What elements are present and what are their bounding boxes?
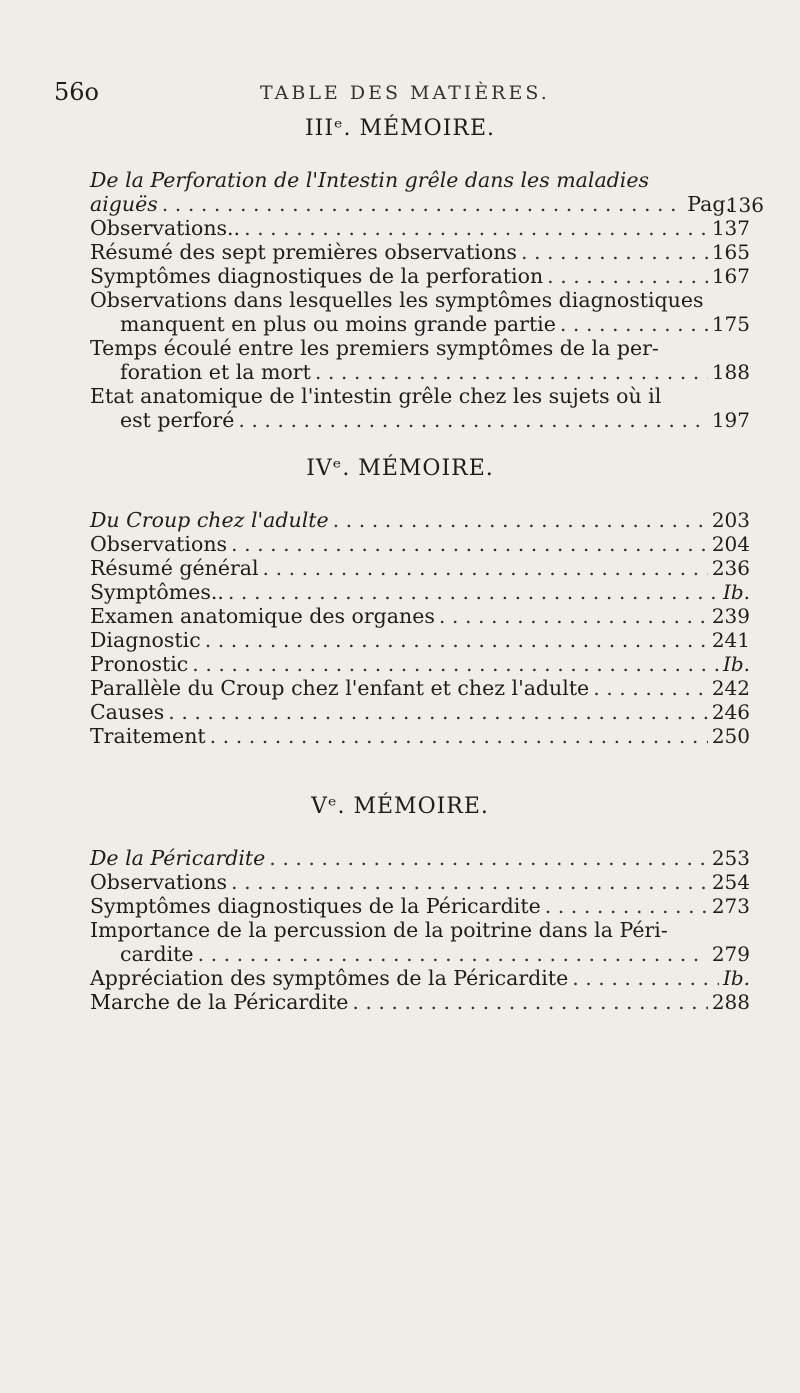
toc-entry	[90, 870, 750, 894]
toc-entry	[90, 604, 750, 628]
leader-dots	[162, 192, 684, 216]
page-ref: 288	[711, 990, 750, 1014]
page-ref: 236	[711, 556, 750, 580]
page-ref: 136	[725, 193, 764, 217]
entry-text: Du Croup chez l'adulte	[90, 508, 329, 532]
entry-text: Traitement	[90, 724, 206, 748]
page-ref: 246	[711, 700, 750, 724]
section-title: IIIᵉ. MÉMOIRE.	[304, 116, 496, 141]
leader-dots	[228, 580, 719, 604]
entry-text: Appréciation des symptômes de la Péricardite	[90, 966, 569, 990]
leader-dots	[192, 652, 719, 676]
toc-entry	[90, 288, 750, 336]
toc-entry	[90, 264, 750, 288]
entry-text: Causes	[90, 700, 165, 724]
leader-dots	[315, 360, 708, 384]
entry-text: Marche de la Péricardite	[90, 990, 349, 1014]
toc-heading-entry	[90, 508, 750, 532]
toc-entry	[90, 240, 750, 264]
toc-entry	[90, 724, 750, 748]
entry-text: Observations dans lesquelles les symptômes diagnostiques	[90, 288, 704, 312]
toc-entry	[90, 676, 750, 700]
entry-text: est perforé	[120, 408, 235, 432]
leader-dots	[269, 846, 708, 870]
leader-dots	[333, 508, 708, 532]
toc-entry	[90, 894, 750, 918]
entry-text: Diagnostic	[90, 628, 201, 652]
entry-text: foration et la mort	[120, 360, 311, 384]
entry-text: Observations..	[90, 216, 241, 240]
page-ref: 204	[711, 532, 750, 556]
page-ref: 241	[711, 628, 750, 652]
leader-dots	[352, 990, 707, 1014]
entry-text: De la Perforation de l'Intestin grêle dans les maladies	[90, 168, 649, 192]
entry-text: Parallèle du Croup chez l'enfant et chez l'adulte	[90, 676, 590, 700]
page-ref: 250	[711, 724, 750, 748]
toc-entry	[90, 336, 750, 384]
entry-text: Etat anatomique de l'intestin grêle chez les sujets où il	[90, 384, 662, 408]
page-header	[0, 78, 800, 108]
entry-text: Observations	[90, 870, 228, 894]
leader-dots	[560, 312, 708, 336]
entry-text: De la Péricardite	[90, 846, 266, 870]
page-ref: 242	[711, 676, 750, 700]
toc-entry	[90, 532, 750, 556]
entry-text: Symptômes diagnostiques de la perforation	[90, 264, 544, 288]
page-ref: 273	[711, 894, 750, 918]
page-ref: 175	[711, 312, 750, 336]
toc-entry	[90, 580, 750, 604]
leader-dots	[205, 628, 708, 652]
leader-dots	[593, 676, 708, 700]
entry-text: Observations	[90, 532, 228, 556]
leader-dots	[263, 556, 708, 580]
leader-dots	[521, 240, 708, 264]
page-ref: 188	[711, 360, 750, 384]
leader-dots	[231, 870, 708, 894]
leader-dots	[244, 216, 708, 240]
page-ref: Ib.	[722, 966, 750, 990]
section-title: Vᵉ. MÉMOIRE.	[311, 794, 489, 819]
toc-entry	[90, 556, 750, 580]
toc-entry	[90, 652, 750, 676]
page-ref: 137	[711, 216, 750, 240]
leader-dots	[210, 724, 708, 748]
toc-entry	[90, 918, 750, 966]
toc-entry	[90, 216, 750, 240]
page-ref: Ib.	[722, 580, 750, 604]
toc-heading-entry	[90, 846, 750, 870]
section-title: IVᵉ. MÉMOIRE.	[306, 456, 494, 481]
page-ref: 239	[711, 604, 750, 628]
entry-text: aiguës	[90, 192, 158, 216]
page-ref: Ib.	[722, 652, 750, 676]
page-ref: 279	[711, 942, 750, 966]
entry-text: manquent en plus ou moins grande partie	[120, 312, 556, 336]
page-ref: 167	[711, 264, 750, 288]
running-title: TABLE DES MATIÈRES.	[260, 82, 550, 104]
toc-entry	[90, 628, 750, 652]
entry-text: Symptômes..	[90, 580, 224, 604]
leader-dots	[198, 942, 708, 966]
page-ref: 254	[711, 870, 750, 894]
entry-text: cardite	[120, 942, 194, 966]
entry-text: Pronostic	[90, 652, 189, 676]
leader-dots	[238, 408, 707, 432]
toc-entry	[90, 384, 750, 432]
leader-dots	[439, 604, 708, 628]
page-ref: 165	[711, 240, 750, 264]
toc-entry	[90, 966, 750, 990]
page-ref: 203	[711, 508, 750, 532]
leader-dots	[231, 532, 708, 556]
entry-text: Résumé général	[90, 556, 259, 580]
entry-text: Examen anatomique des organes	[90, 604, 435, 628]
entry-text: Importance de la percussion de la poitrine dans la Péri-	[90, 918, 668, 942]
toc-heading-entry	[90, 168, 750, 216]
entry-text: Résumé des sept premières observations	[90, 240, 517, 264]
leader-dots	[572, 966, 719, 990]
page-ref: 253	[711, 846, 750, 870]
leader-dots	[168, 700, 708, 724]
entry-text: Temps écoulé entre les premiers symptômes de la per-	[90, 336, 659, 360]
leader-dots	[547, 264, 708, 288]
entry-text: Symptômes diagnostiques de la Péricardite	[90, 894, 541, 918]
leader-dots	[545, 894, 708, 918]
toc-entry	[90, 700, 750, 724]
page-ref: 197	[711, 408, 750, 432]
toc-entry	[90, 990, 750, 1014]
pag-abbrev: Pag.	[687, 192, 732, 216]
page-number: 56o	[54, 78, 99, 106]
